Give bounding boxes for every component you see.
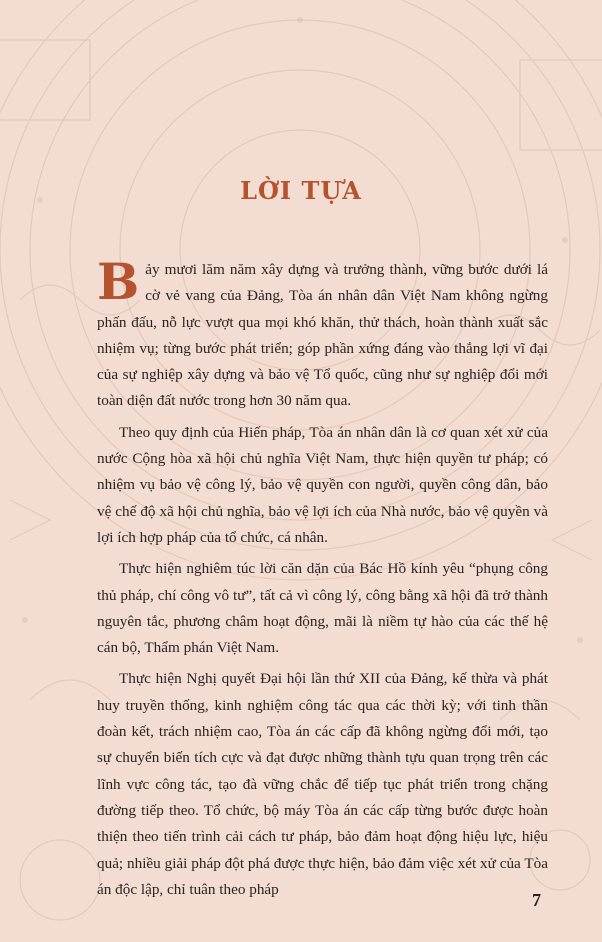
page-title: LỜI TỰA xyxy=(240,176,362,205)
paragraph-2: Theo quy định của Hiến pháp, Tòa án nhân dân là cơ quan xét xử của nước Cộng hòa xã hội chủ nghĩa Việt Nam, thực hiện quyền tư pháp; có nhiệm vụ bảo vệ công lý, bảo vệ quyền con người, quyền công dân, bảo vệ chế độ xã hội chủ nghĩa, bảo vệ lợi ích của Nhà nước, bảo vệ quyền và lợi ích hợp pháp của tổ chức, cá nhân. xyxy=(97,423,548,546)
preface-body xyxy=(97,252,548,903)
paragraph-1-text: ảy mươi lăm năm xây dựng và trưởng thành, vững bước dưới lá cờ vẻ vang của Đảng, Tòa án nhân dân Việt Nam không ngừng phấn đấu, nỗ lực vượt qua mọi khó khăn, thử thách, hoàn thành xuất sắc nhiệm vụ; từng bước phát triển; góp phần xứng đáng vào thắng lợi vĩ đại của sự nghiệp xây dựng và bảo vệ Tổ quốc, cũng như sự nghiệp đổi mới toàn diện đất nước trong hơn 30 năm qua. xyxy=(97,261,548,410)
paragraph-4: Thực hiện Nghị quyết Đại hội lần thứ XII của Đảng, kế thừa và phát huy truyền thống, kinh nghiệm công tác qua các thời kỳ; với tinh thần đoàn kết, trách nhiệm cao, Tòa án các cấp đã không ngừng đổi mới, tạo sự chuyển biến tích cực và đạt được những thành tựu quan trọng trên các lĩnh vực công tác, tạo đà vững chắc để tiếp tục phát triển trong chặng đường tiếp theo. Tổ chức, bộ máy Tòa án các cấp từng bước được hoàn thiện theo tiến trình cải cách tư pháp, bảo đảm hoạt động hiệu lực, hiệu quả; nhiều giải pháp đột phá được thực hiện, bảo đảm việc xét xử của Tòa án độc lập, chỉ tuân theo pháp xyxy=(97,670,548,898)
paragraph-1 xyxy=(97,252,548,415)
drop-cap: B xyxy=(97,252,140,311)
page-number: 7 xyxy=(532,890,541,910)
paragraph-3: Thực hiện nghiêm túc lời căn dặn của Bác Hồ kính yêu “phụng công thủ pháp, chí công vô tư”, tất cả vì công lý, công bằng xã hội đã trở thành nguyên tắc, phương châm hoạt động, mãi là niềm tự hào của các thế hệ cán bộ, Thẩm phán Việt Nam. xyxy=(97,560,548,657)
